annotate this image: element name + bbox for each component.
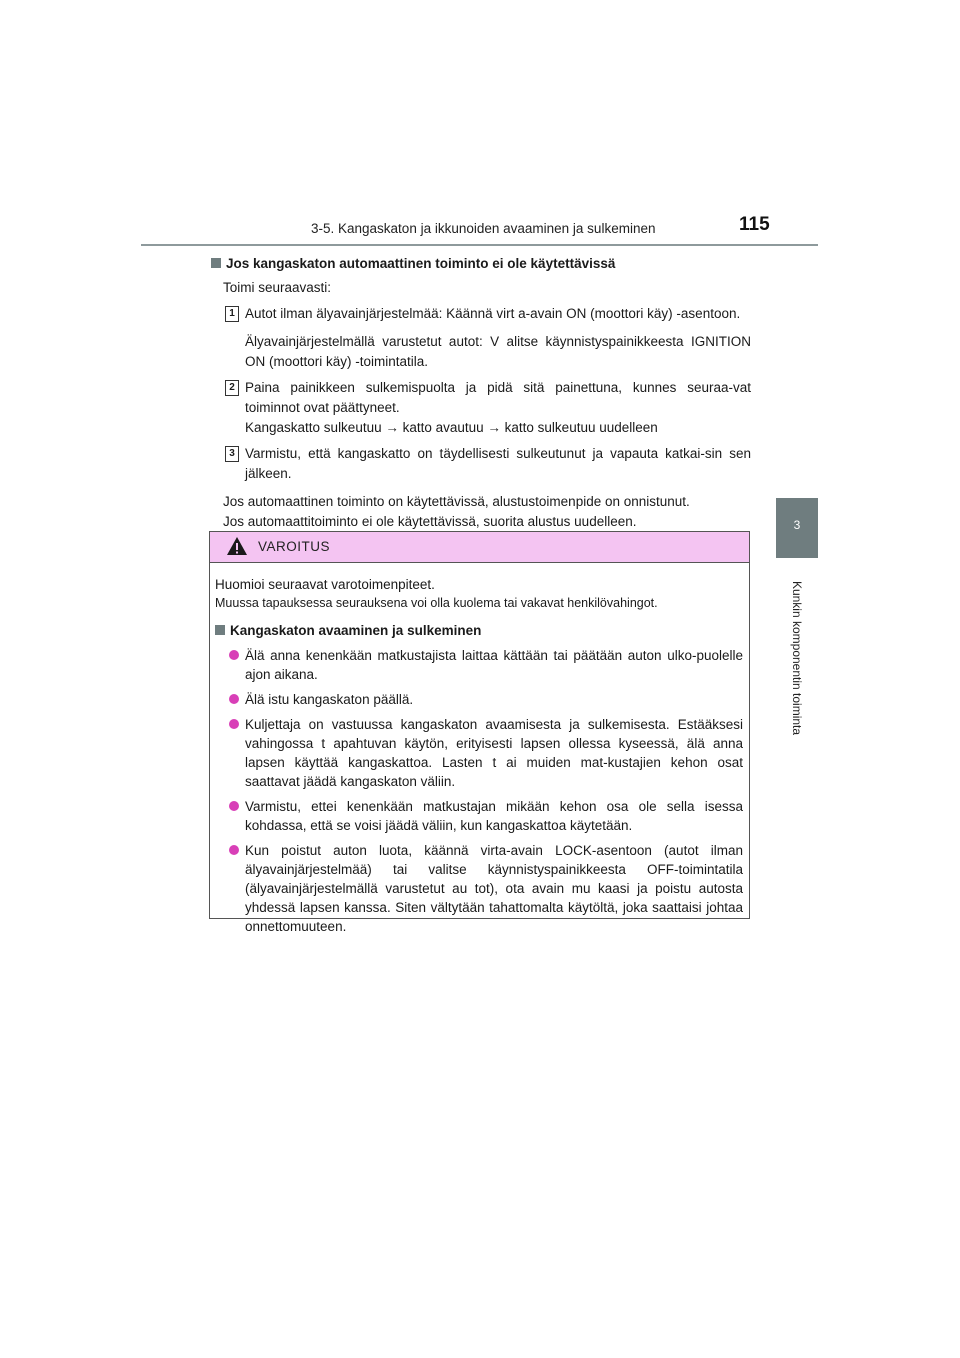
step-number-box: 1 [225, 306, 239, 322]
step-1-text-2: Älyavainjärjestelmällä varustetut autot: V alitse käynnistyspainikkeesta IGNITION ON (moottori käy) -toimintatila. [245, 334, 751, 369]
section-conclusion [223, 492, 751, 532]
bullet-dot-icon [229, 801, 239, 811]
step-3 [211, 444, 751, 484]
warning-bullet-text: Varmistu, ettei kenenkään matkustajan mikään kehon osa ole sella isessa kohdassa, että se voisi jäädä väliin, kun kangaskattoa käytetään. [245, 799, 743, 833]
warning-body [210, 563, 749, 936]
section-heading-text: Jos kangaskaton automaattinen toiminto ei ole käytettävissä [226, 256, 616, 271]
bullet-dot-icon [229, 650, 239, 660]
warning-intro-1: Huomioi seuraavat varotoimenpiteet. [215, 577, 435, 592]
square-bullet-icon [215, 625, 225, 635]
warning-subheading [215, 621, 743, 640]
step-2-text: Paina painikkeen sulkemispuolta ja pidä sitä painettuna, kunnes seuraa-vat toiminnot ovat päättyneet. [245, 380, 751, 415]
header-title: 3-5. Kangaskaton ja ikkunoiden avaaminen ja sulkeminen [311, 221, 656, 236]
warning-bullet [215, 841, 743, 936]
warning-bullet [215, 797, 743, 835]
warning-intro-2: Muussa tapauksessa seurauksena voi olla kuolema tai vakavat henkilövahingot. [215, 596, 658, 610]
warning-triangle-icon [226, 536, 248, 556]
step-1 [211, 304, 751, 372]
step-2 [211, 378, 751, 438]
bullet-dot-icon [229, 845, 239, 855]
square-bullet-icon [211, 258, 221, 268]
warning-bullet-text: Kun poistut auton luota, käännä virta-avain LOCK-asentoon (autot ilman älyavainjärjestelmää) tai valitse käynnistyspainikkeesta OFF-toimintatila (älyavainjärjestelmällä varustetut au tot), ota avain mu kaasi ja poistu autosta yhdessä lapsen kanssa. Siten vältytään tahattomalta käytöltä, joka saattaisi johtaa onnettomuuteen. [245, 843, 743, 934]
warning-bullet-text: Älä istu kangaskaton päällä. [245, 692, 414, 707]
conclusion-line-1: Jos automaattinen toiminto on käytettävissä, alustustoimenpide on onnistunut. [223, 494, 690, 509]
main-content [211, 254, 751, 532]
warning-title: VAROITUS [258, 539, 331, 554]
step-number-box: 3 [225, 446, 239, 462]
warning-bullet-text: Älä anna kenenkään matkustajista laittaa kättään tai päätään auton ulko-puolelle ajon aikana. [245, 648, 743, 682]
step-1-text: Autot ilman älyavainjärjestelmää: Käännä virt a-avain ON (moottori käy) -asentoon. [245, 306, 741, 321]
section-heading [211, 254, 751, 274]
warning-header [210, 532, 749, 563]
conclusion-line-2: Jos automaattitoiminto ei ole käytettävissä, suorita alustus uudelleen. [223, 514, 637, 529]
warning-subheading-text: Kangaskaton avaaminen ja sulkeminen [230, 623, 482, 638]
warning-bullet [215, 690, 743, 709]
warning-bullet [215, 646, 743, 684]
warning-bullet-text: Kuljettaja on vastuussa kangaskaton avaamisesta ja sulkemisesta. Estääksesi vahingossa t apahtuvan käytön, erityisesti lapsen ollessa kyseessä, älä anna lapsen käyttää kangaskattoa. Lasten t ai muiden mat-kustajien kehon osat saattavat jäädä kangaskaton väliin. [245, 717, 743, 789]
header-rule [141, 244, 818, 246]
warning-bullet [215, 715, 743, 791]
step-2-text-2: Kangaskatto sulkeutuu → katto avautuu → katto sulkeutuu uudelleen [245, 420, 658, 435]
page-number: 115 [739, 214, 770, 235]
chapter-tab-label: Kunkin komponentin toiminta [790, 580, 804, 736]
step-number-box: 2 [225, 380, 239, 396]
step-3-text: Varmistu, että kangaskatto on täydellisesti sulkeutunut ja vapauta katkai-sin sen jälkeen. [245, 446, 751, 481]
bullet-dot-icon [229, 694, 239, 704]
chapter-tab-number: 3 [793, 518, 801, 532]
bullet-dot-icon [229, 719, 239, 729]
section-intro: Toimi seuraavasti: [223, 280, 332, 295]
warning-box [209, 531, 750, 934]
